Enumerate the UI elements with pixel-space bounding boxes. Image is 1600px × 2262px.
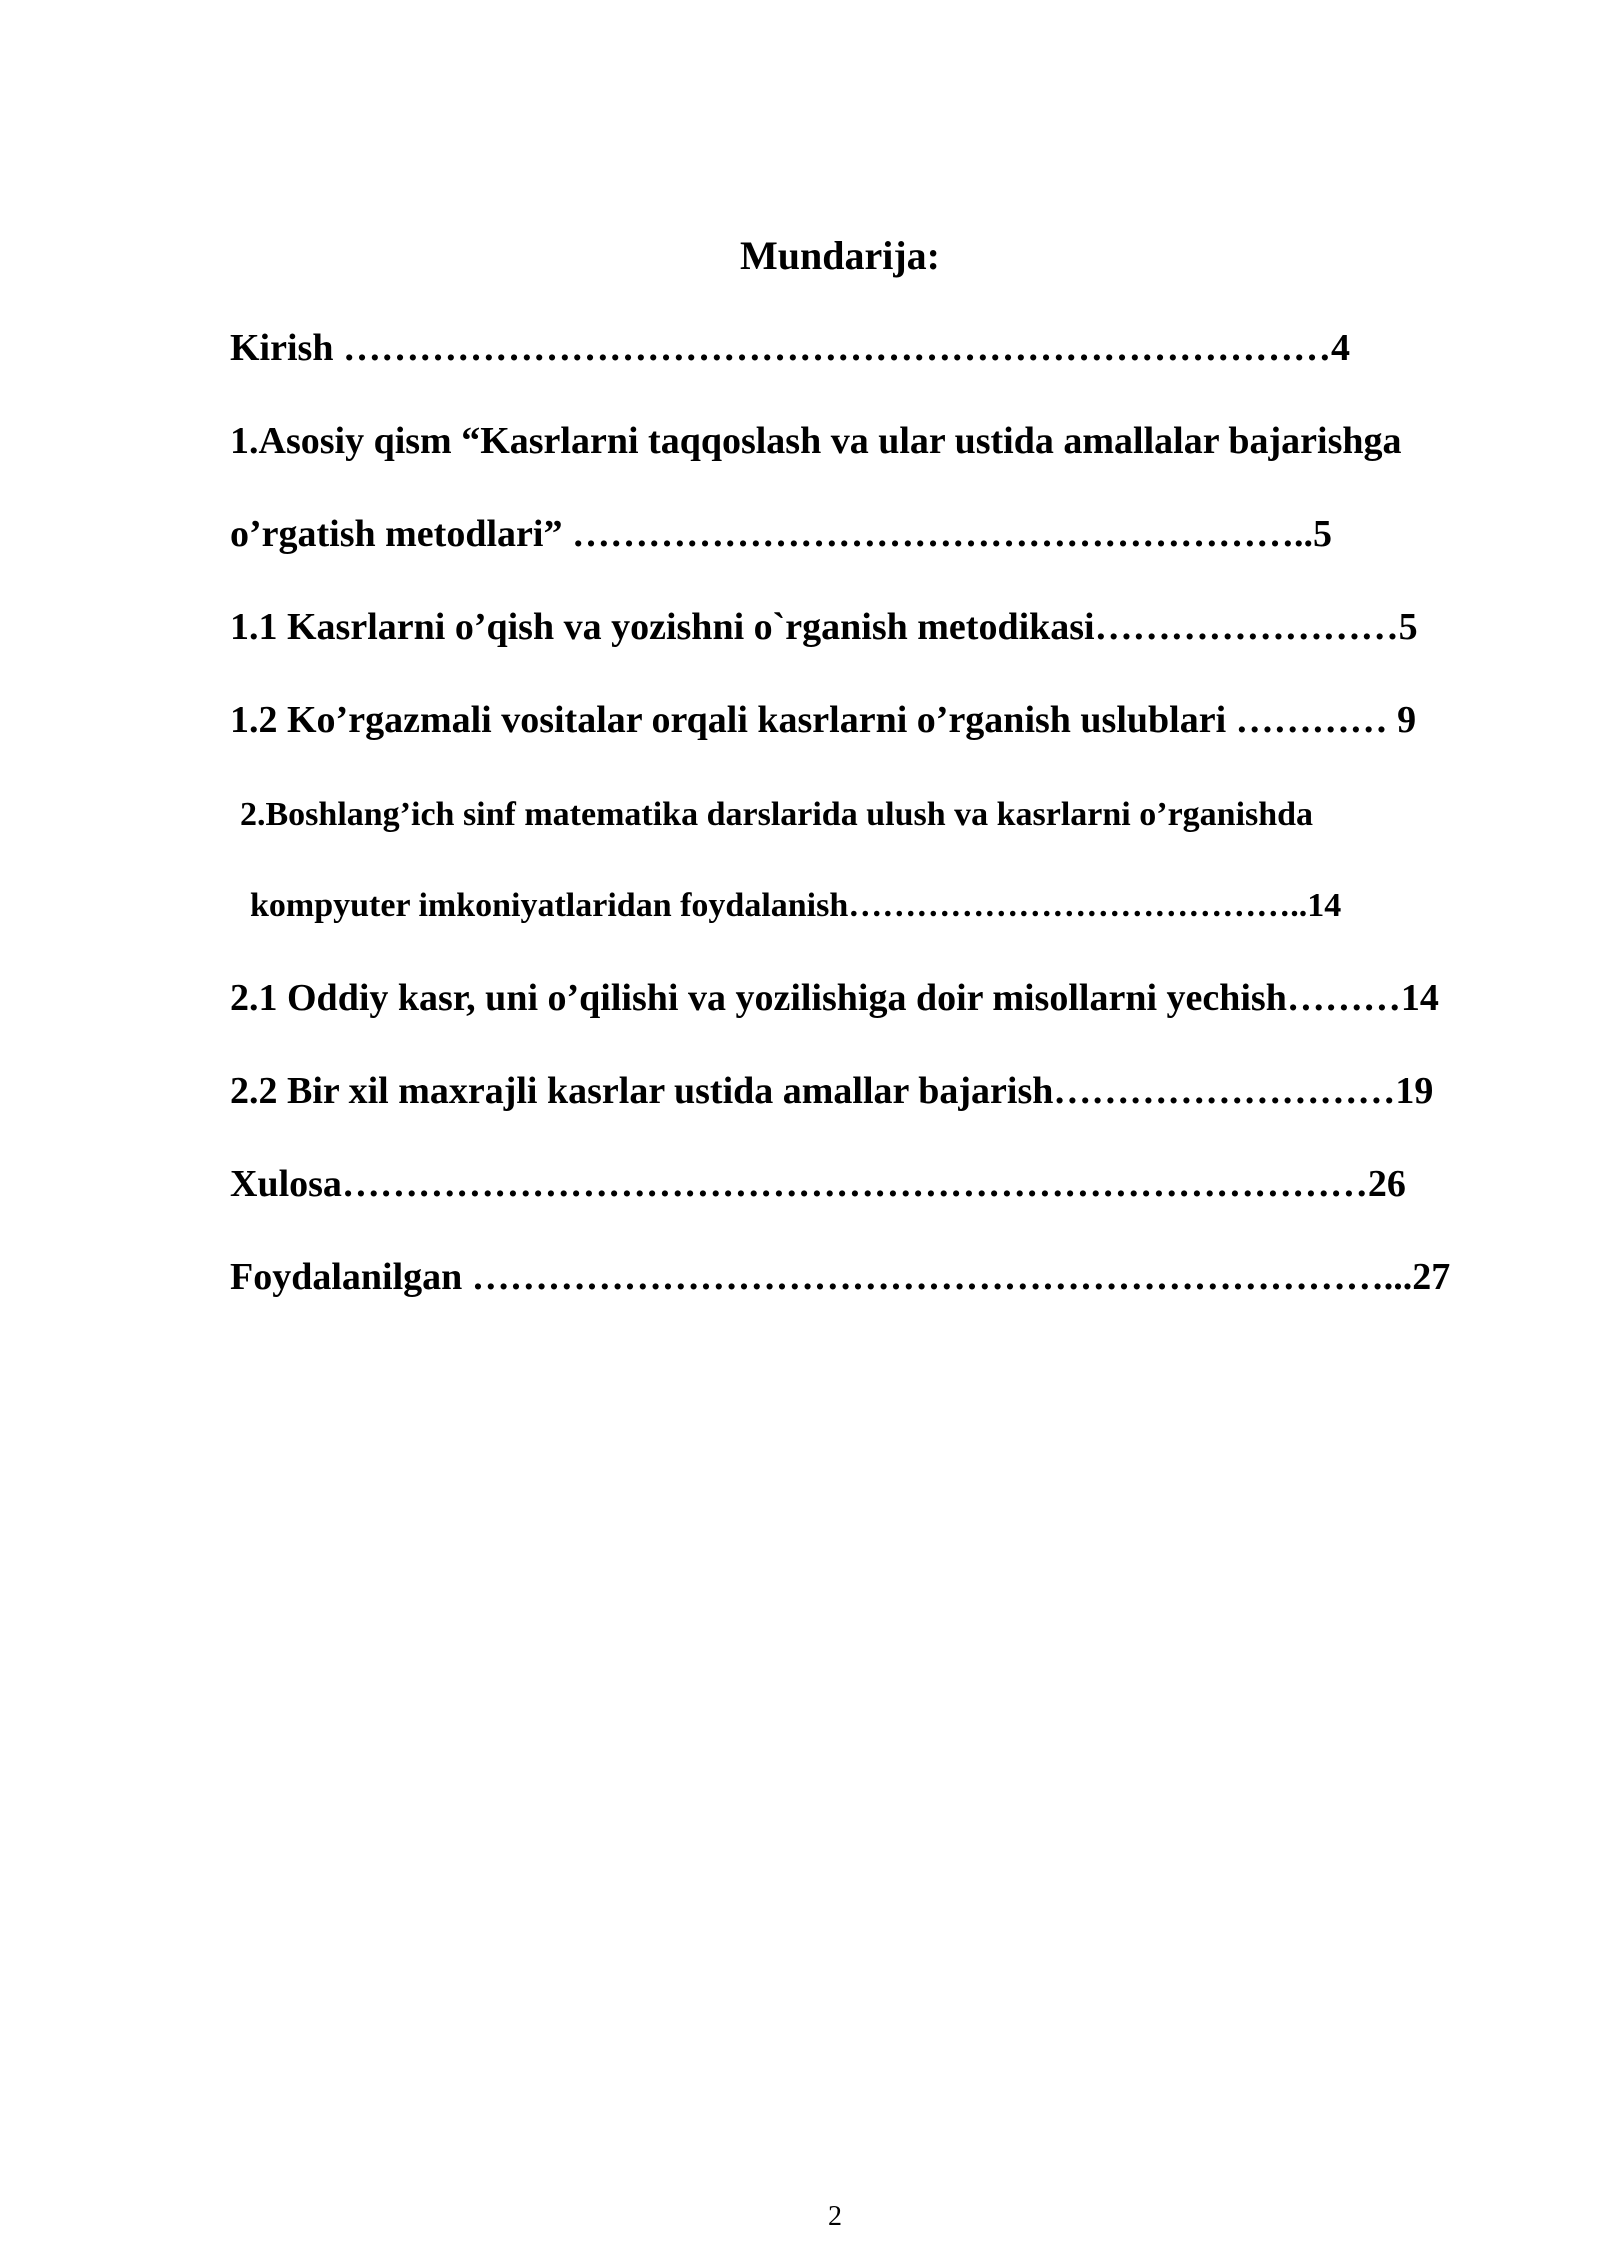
toc-entry-asosiy-qism-line2: o’rgatish metodlari” …………………………………………………..5 [230, 513, 1332, 555]
toc-entry-2-line2: kompyuter imkoniyatlaridan foydalanish…………………………………..14 [250, 887, 1342, 924]
toc-entry-2-line1: 2.Boshlang’ich sinf matematika darslarida ulush va kasrlarni o’rganishda [240, 796, 1314, 833]
toc-entry-1-1: 1.1 Kasrlarni o’qish va yozishni o`rganish metodikasi……………………5 [230, 606, 1418, 648]
toc-entry-2-2: 2.2 Bir xil maxrajli kasrlar ustida amallar bajarish………………………19 [230, 1070, 1434, 1112]
toc-entry-asosiy-qism-line1: 1.Asosiy qism “Kasrlarni taqqoslash va ular ustida amallalar bajarishga [230, 420, 1402, 462]
toc-entry-foydalanilgan: Foydalanilgan ………………………………………………………………...27 [230, 1256, 1451, 1298]
toc-entry-2-1: 2.1 Oddiy kasr, uni o’qilishi va yozilishiga doir misollarni yechish………14 [230, 977, 1439, 1019]
page-title: Mundarija: [740, 233, 940, 278]
toc-entry-1-2: 1.2 Ko’rgazmali vositalar orqali kasrlarni o’rganish uslublari ………… 9 [230, 699, 1417, 741]
toc-entry-xulosa: Xulosa………………………………………………………………………26 [230, 1163, 1406, 1205]
toc-entry-kirish: Kirish ……………………………………………………………………4 [230, 327, 1350, 369]
page-number: 2 [828, 2201, 842, 2232]
